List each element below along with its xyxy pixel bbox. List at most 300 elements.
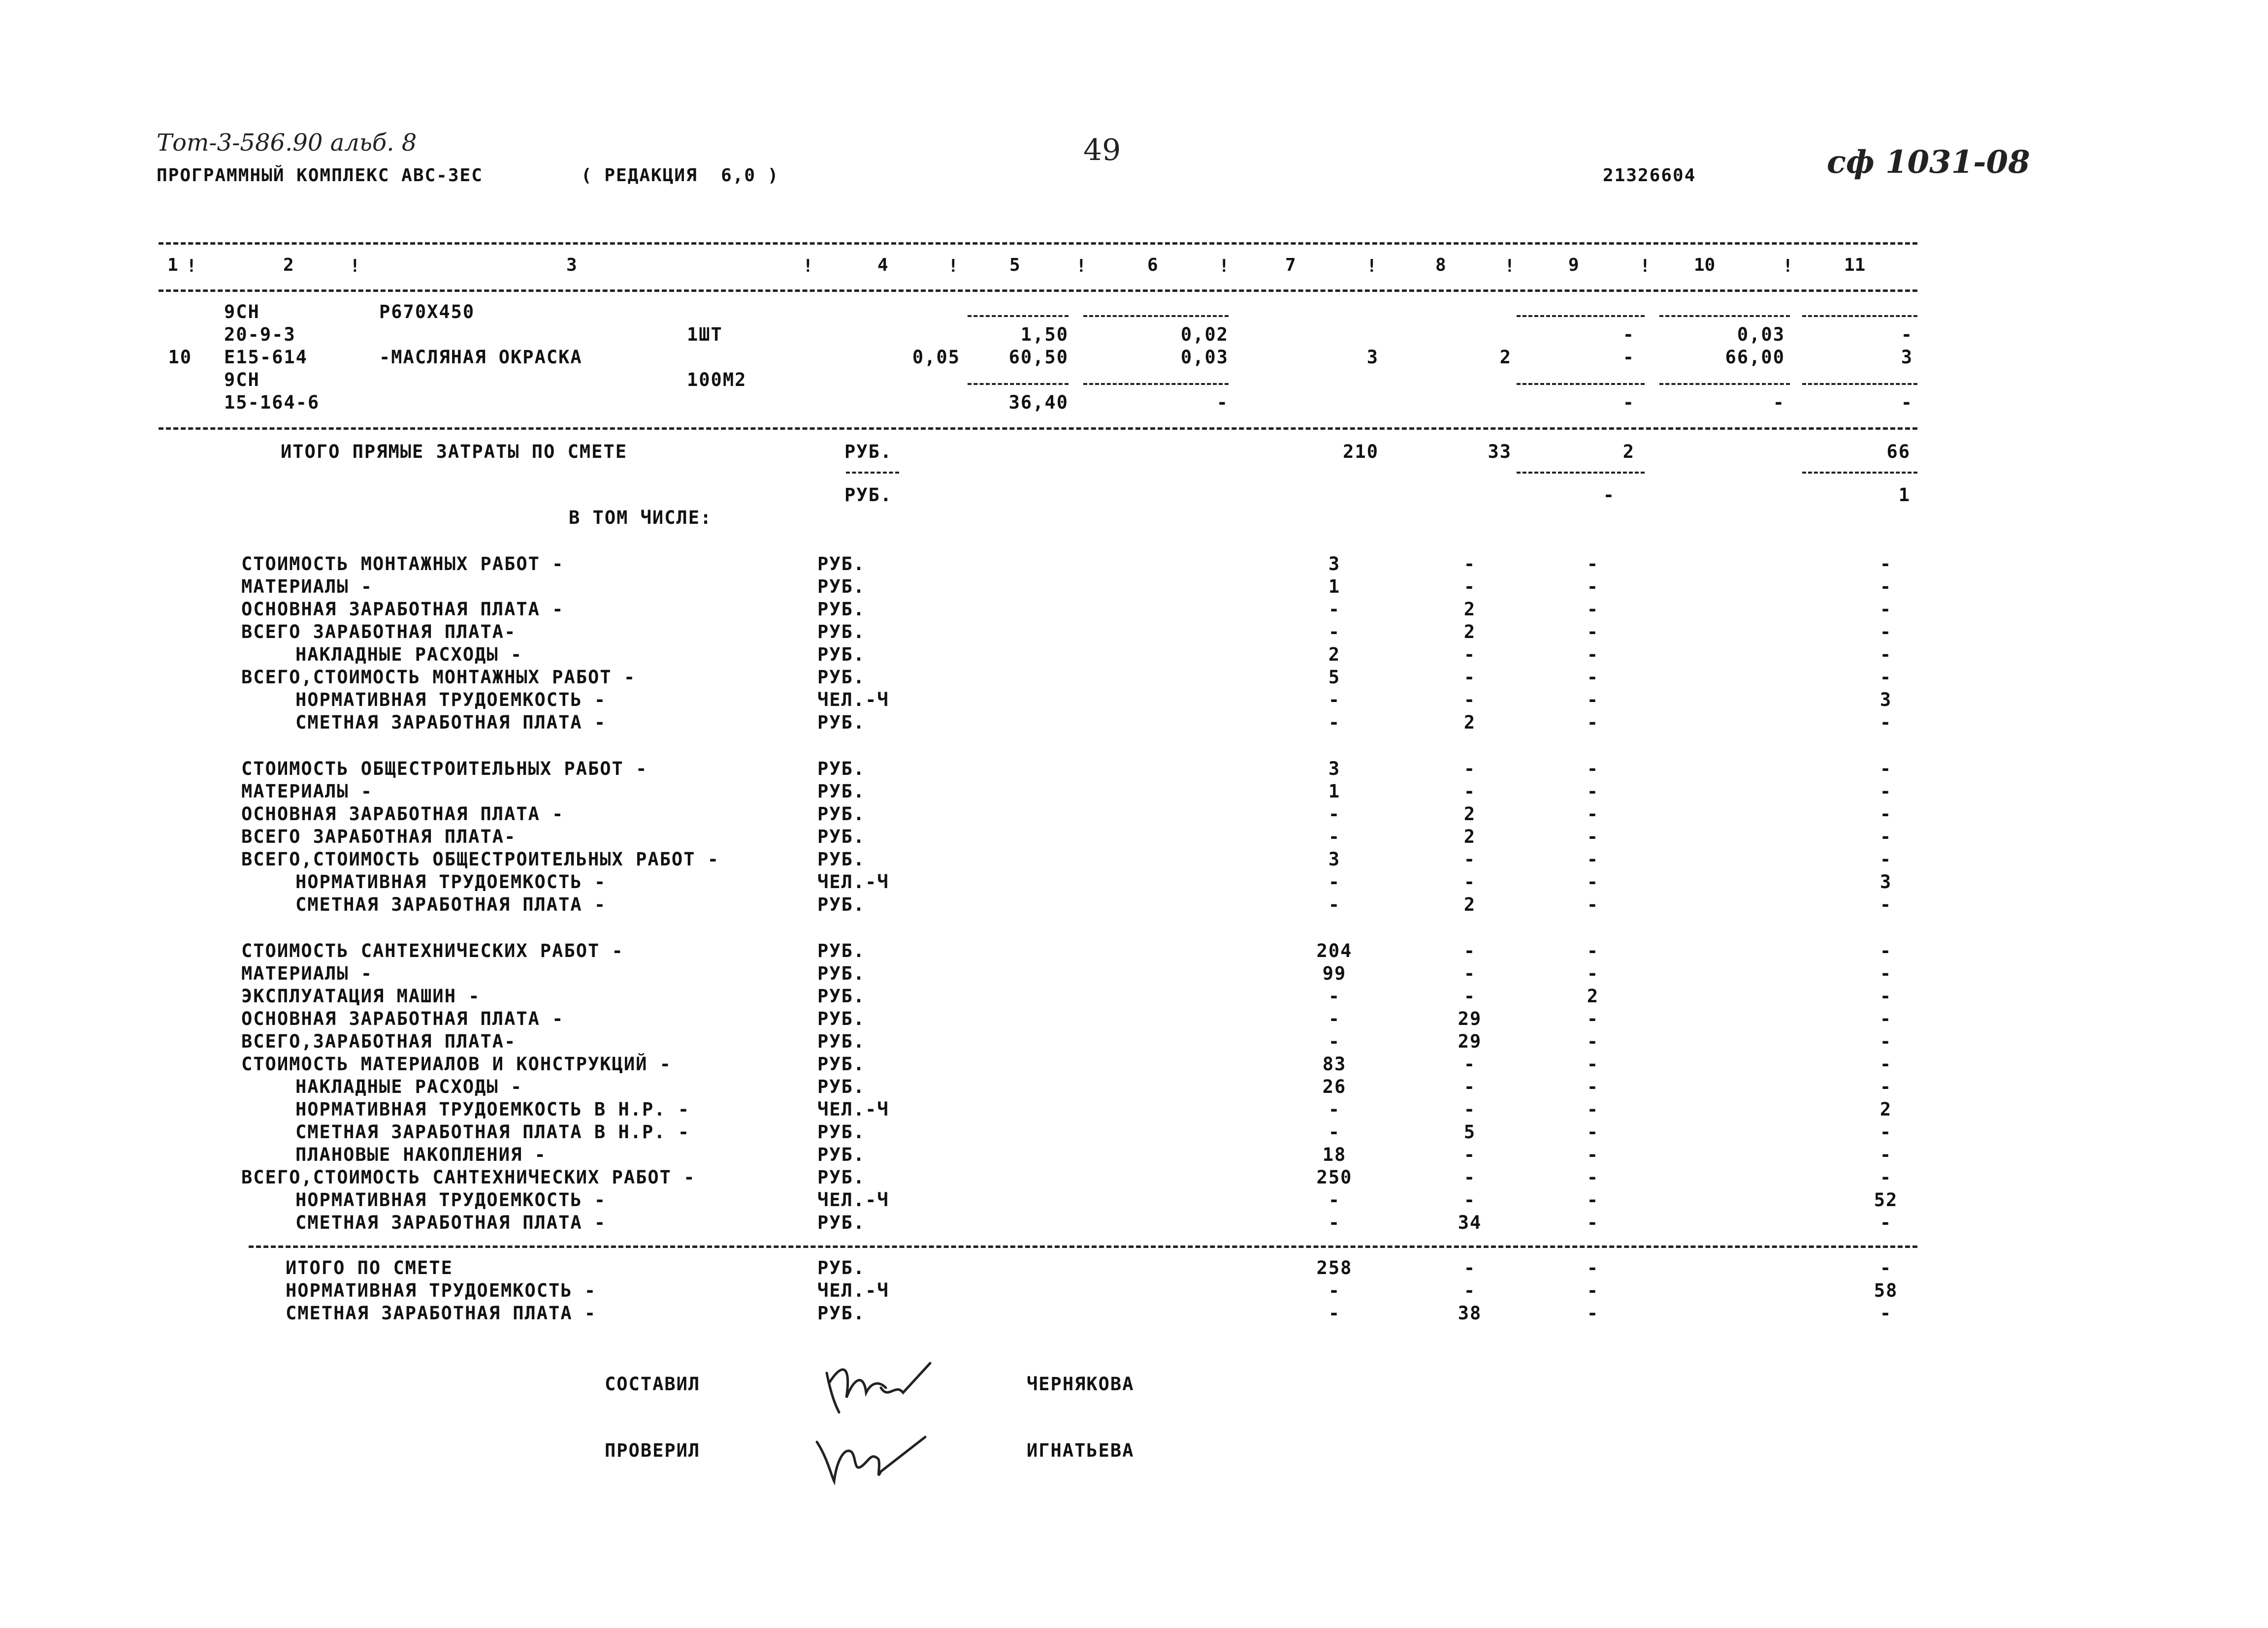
cell-col-7: 3 xyxy=(1366,347,1379,368)
cell-col-11: 52 xyxy=(1874,1189,1898,1211)
col6-underline-2 xyxy=(1083,383,1229,385)
table-row xyxy=(0,689,2268,712)
cell-col-11: - xyxy=(1901,324,1913,345)
table-row xyxy=(0,621,2268,644)
grand-total-rule xyxy=(249,1245,1917,1248)
line-unit: РУБ. xyxy=(817,940,866,961)
table-row xyxy=(0,1189,2268,1212)
line-label: СТОИМОСТЬ САНТЕХНИЧЕСКИХ РАБОТ - xyxy=(241,940,624,961)
column-separator: ! xyxy=(1076,256,1087,276)
cell-col-11: - xyxy=(1879,940,1892,961)
col11-total-underline xyxy=(1802,472,1917,474)
table-row xyxy=(0,1212,2268,1235)
line-label: ЭКСПЛУАТАЦИЯ МАШИН - xyxy=(241,986,481,1007)
cell-col-8: - xyxy=(1463,1099,1476,1120)
cell-col-8: 2 xyxy=(1499,347,1512,368)
line-unit: РУБ. xyxy=(817,894,866,915)
column-header-2: 2 xyxy=(283,255,294,275)
col6-underline xyxy=(1083,315,1229,317)
table-row xyxy=(0,940,2268,963)
col11-underline-2 xyxy=(1802,383,1917,385)
column-header-1: 1 xyxy=(167,255,178,275)
cell-col-9: - xyxy=(1587,849,1599,870)
cell-col-11: - xyxy=(1879,1053,1892,1075)
program-edition: ( РЕДАКЦИЯ 6,0 ) xyxy=(581,165,779,186)
cell-col-9: - xyxy=(1622,392,1635,413)
line-label: ВСЕГО,ЗАРАБОТНАЯ ПЛАТА- xyxy=(241,1031,517,1052)
line-unit: РУБ. xyxy=(817,963,866,984)
cell-col-8: - xyxy=(1463,940,1476,961)
document-reference: Тот-3-586.90 альб. 8 xyxy=(157,129,417,157)
cell-col-11: - xyxy=(1879,894,1892,915)
table-row xyxy=(0,1303,2268,1325)
line-label: ПЛАНОВЫЕ НАКОПЛЕНИЯ - xyxy=(295,1144,547,1165)
table-row xyxy=(0,392,2268,415)
norm-code: Е15-614 xyxy=(224,347,308,368)
table-row xyxy=(0,553,2268,576)
cell-col-9: - xyxy=(1587,1121,1599,1143)
table-row xyxy=(0,369,2268,392)
line-unit: ЧЕЛ.-Ч xyxy=(817,1280,889,1301)
table-row xyxy=(0,781,2268,803)
table-row xyxy=(0,871,2268,894)
line-label: ВСЕГО ЗАРАБОТНАЯ ПЛАТА- xyxy=(241,826,517,847)
line-label: НОРМАТИВНАЯ ТРУДОЕМКОСТЬ - xyxy=(295,871,607,893)
table-row xyxy=(0,599,2268,621)
table-row xyxy=(0,576,2268,599)
total-col-8: 33 xyxy=(1488,441,1512,462)
cell-col-7: 3 xyxy=(1328,553,1341,575)
cell-col-7: 2 xyxy=(1328,644,1341,665)
total-unit: РУБ. xyxy=(844,484,893,506)
table-row xyxy=(0,1280,2268,1303)
cell-col-10: - xyxy=(1773,392,1785,413)
cell-col-11: - xyxy=(1879,1008,1892,1029)
table-row xyxy=(0,803,2268,826)
cell-col-11: - xyxy=(1879,849,1892,870)
cell-col-8: 2 xyxy=(1463,894,1476,915)
cell-col-9: - xyxy=(1587,712,1599,733)
table-row xyxy=(0,849,2268,871)
cell-col-8: - xyxy=(1463,644,1476,665)
line-unit: РУБ. xyxy=(817,1076,866,1097)
cell-col-9: - xyxy=(1587,826,1599,847)
norm-code: 9СН xyxy=(224,369,260,390)
table-row xyxy=(0,484,2268,507)
cell-col-11: 3 xyxy=(1879,871,1892,893)
page-number: 49 xyxy=(1083,133,1121,167)
line-unit: РУБ. xyxy=(817,781,866,802)
checked-signature xyxy=(798,1408,926,1487)
column-header-10: 10 xyxy=(1694,255,1716,275)
cell-col-11: - xyxy=(1879,1257,1892,1278)
column-separator: ! xyxy=(1504,256,1515,276)
cell-col-7: - xyxy=(1328,1189,1341,1211)
cell-col-11: - xyxy=(1879,781,1892,802)
cell-col-7: - xyxy=(1328,1031,1341,1052)
cell-col-8: - xyxy=(1463,1076,1476,1097)
line-unit: РУБ. xyxy=(817,849,866,870)
column-header-7: 7 xyxy=(1285,255,1296,275)
cell-col-9: 2 xyxy=(1587,986,1599,1007)
line-label: НОРМАТИВНАЯ ТРУДОЕМКОСТЬ В Н.Р. - xyxy=(295,1099,690,1120)
line-label: МАТЕРИАЛЫ - xyxy=(241,781,373,802)
unit-underline xyxy=(846,472,899,474)
checked-by-label: ПРОВЕРИЛ xyxy=(605,1440,701,1461)
cell-col-9: - xyxy=(1587,1144,1599,1165)
column-separator: ! xyxy=(948,256,959,276)
cell-col-7: - xyxy=(1328,1008,1341,1029)
column-separator: ! xyxy=(1640,256,1651,276)
table-row xyxy=(0,441,2268,464)
cell-col-7: 1 xyxy=(1328,576,1341,597)
column-header-5: 5 xyxy=(1009,255,1020,275)
cell-col-7: - xyxy=(1328,871,1341,893)
cell-col-11: 2 xyxy=(1879,1099,1892,1120)
line-label: ВСЕГО,СТОИМОСТЬ МОНТАЖНЫХ РАБОТ - xyxy=(241,667,636,688)
table-row xyxy=(0,347,2268,369)
cell-col-7: 99 xyxy=(1322,963,1347,984)
cell-col-11: - xyxy=(1879,599,1892,620)
cell-col-9: - xyxy=(1622,347,1635,368)
cell-col-11: - xyxy=(1879,1212,1892,1233)
cell-col-8: - xyxy=(1463,1167,1476,1188)
cell-col-8: 2 xyxy=(1463,599,1476,620)
column-separator: ! xyxy=(803,256,813,276)
line-unit: РУБ. xyxy=(817,758,866,779)
cell-col-9: - xyxy=(1587,758,1599,779)
cell-col-11: - xyxy=(1879,803,1892,825)
line-label: МАТЕРИАЛЫ - xyxy=(241,963,373,984)
cell-col-5: 1,50 xyxy=(1020,324,1069,345)
cell-col-9: - xyxy=(1587,689,1599,710)
cell-col-11: - xyxy=(1879,1121,1892,1143)
cell-col-9: - xyxy=(1587,1303,1599,1324)
compiled-signature xyxy=(808,1344,936,1413)
table-row xyxy=(0,1008,2268,1031)
column-header-4: 4 xyxy=(877,255,888,275)
cell-col-7: - xyxy=(1328,1280,1341,1301)
cell-col-7: 1 xyxy=(1328,781,1341,802)
cell-col-9: - xyxy=(1587,781,1599,802)
cell-col-7: - xyxy=(1328,689,1341,710)
cell-col-6: 0,03 xyxy=(1180,347,1229,368)
cell-col-8: - xyxy=(1463,689,1476,710)
column-separator: ! xyxy=(1366,256,1377,276)
cell-col-9: - xyxy=(1587,1076,1599,1097)
cell-col-9: - xyxy=(1587,1099,1599,1120)
table-row xyxy=(0,758,2268,781)
line-label: СТОИМОСТЬ МАТЕРИАЛОВ И КОНСТРУКЦИЙ - xyxy=(241,1053,672,1075)
cell-col-7: 83 xyxy=(1322,1053,1347,1075)
cell-col-7: 258 xyxy=(1316,1257,1353,1278)
cell-col-10: 66,00 xyxy=(1725,347,1785,368)
column-separator: ! xyxy=(1782,256,1793,276)
cell-col-7: 3 xyxy=(1328,849,1341,870)
line-unit: ЧЕЛ.-Ч xyxy=(817,871,889,893)
cell-col-7: 3 xyxy=(1328,758,1341,779)
cell-col-11: - xyxy=(1879,1303,1892,1324)
line-unit: РУБ. xyxy=(817,553,866,575)
cell-col-9: - xyxy=(1587,1280,1599,1301)
line-unit: РУБ. xyxy=(817,599,866,620)
line-label: СТОИМОСТЬ ОБЩЕСТРОИТЕЛЬНЫХ РАБОТ - xyxy=(241,758,648,779)
table-row xyxy=(0,826,2268,849)
cell-col-11: - xyxy=(1879,553,1892,575)
cell-col-9: - xyxy=(1587,940,1599,961)
cell-col-9: - xyxy=(1622,324,1635,345)
cell-col-8: - xyxy=(1463,781,1476,802)
table-row xyxy=(0,963,2268,986)
column-header-9: 9 xyxy=(1568,255,1579,275)
cell-col-8: - xyxy=(1463,576,1476,597)
cell-col-7: 250 xyxy=(1316,1167,1353,1188)
total-col-11: 1 xyxy=(1898,484,1911,506)
col9-underline xyxy=(1517,315,1645,317)
header-bottom-rule xyxy=(159,289,1917,292)
line-label: НАКЛАДНЫЕ РАСХОДЫ - xyxy=(295,1076,523,1097)
cell-col-9: - xyxy=(1587,871,1599,893)
row-number: 10 xyxy=(168,347,192,368)
cell-col-11: 58 xyxy=(1874,1280,1898,1301)
table-row xyxy=(0,1257,2268,1280)
line-label: СТОИМОСТЬ МОНТАЖНЫХ РАБОТ - xyxy=(241,553,564,575)
cell-col-11: - xyxy=(1879,621,1892,642)
line-label: ОСНОВНАЯ ЗАРАБОТНАЯ ПЛАТА - xyxy=(241,803,564,825)
cell-col-11: - xyxy=(1879,758,1892,779)
work-unit: 100М2 xyxy=(687,369,747,390)
cell-col-8: 5 xyxy=(1463,1121,1476,1143)
col5-underline-2 xyxy=(968,383,1069,385)
cell-col-11: - xyxy=(1879,1031,1892,1052)
cell-col-11: - xyxy=(1879,826,1892,847)
cell-col-11: - xyxy=(1879,576,1892,597)
cell-col-8: - xyxy=(1463,986,1476,1007)
cell-col-8: - xyxy=(1463,1144,1476,1165)
line-label: СМЕТНАЯ ЗАРАБОТНАЯ ПЛАТА - xyxy=(286,1303,597,1324)
column-header-11: 11 xyxy=(1844,255,1866,275)
cell-col-5: 36,40 xyxy=(1008,392,1069,413)
cell-col-10: 0,03 xyxy=(1737,324,1785,345)
cell-col-9: - xyxy=(1587,553,1599,575)
cell-col-9: - xyxy=(1587,599,1599,620)
cell-col-11: - xyxy=(1879,963,1892,984)
cell-col-11: 3 xyxy=(1901,347,1913,368)
line-label: ВСЕГО ЗАРАБОТНАЯ ПЛАТА- xyxy=(241,621,517,642)
line-unit: РУБ. xyxy=(817,1303,866,1324)
total-col-11: 66 xyxy=(1886,441,1911,462)
cell-col-6: - xyxy=(1216,392,1229,413)
column-header-3: 3 xyxy=(566,255,577,275)
table-row xyxy=(0,1076,2268,1099)
cell-col-8: 2 xyxy=(1463,621,1476,642)
table-row xyxy=(0,301,2268,324)
line-unit: РУБ. xyxy=(817,1053,866,1075)
table-row xyxy=(0,644,2268,667)
table-row xyxy=(0,1167,2268,1189)
cell-col-11: - xyxy=(1879,644,1892,665)
work-description: Р670Х450 xyxy=(379,301,475,322)
line-label: СМЕТНАЯ ЗАРАБОТНАЯ ПЛАТА - xyxy=(295,894,607,915)
col10-underline xyxy=(1659,315,1790,317)
cell-col-9: - xyxy=(1587,963,1599,984)
table-row xyxy=(0,1099,2268,1121)
cell-col-8: - xyxy=(1463,758,1476,779)
line-unit: РУБ. xyxy=(817,667,866,688)
table-row xyxy=(0,1121,2268,1144)
line-label: НОРМАТИВНАЯ ТРУДОЕМКОСТЬ - xyxy=(295,1189,607,1211)
cell-col-9: - xyxy=(1587,576,1599,597)
cell-col-8: 38 xyxy=(1458,1303,1482,1324)
total-label: ИТОГО ПРЯМЫЕ ЗАТРАТЫ ПО СМЕТЕ xyxy=(281,441,628,462)
cell-col-7: 18 xyxy=(1322,1144,1347,1165)
cell-col-8: - xyxy=(1463,871,1476,893)
norm-code: 15-164-6 xyxy=(224,392,320,413)
line-label: МАТЕРИАЛЫ - xyxy=(241,576,373,597)
line-unit: РУБ. xyxy=(817,576,866,597)
cell-col-9: - xyxy=(1587,894,1599,915)
col5-underline xyxy=(968,315,1069,317)
cell-col-7: - xyxy=(1328,712,1341,733)
line-unit: РУБ. xyxy=(817,986,866,1007)
line-unit: ЧЕЛ.-Ч xyxy=(817,1189,889,1211)
table-row xyxy=(0,986,2268,1008)
cell-col-11: - xyxy=(1901,392,1913,413)
cell-col-9: - xyxy=(1587,1031,1599,1052)
table-row xyxy=(0,324,2268,347)
cell-col-11: - xyxy=(1879,712,1892,733)
norm-code: 20-9-3 xyxy=(224,324,296,345)
cell-col-11: - xyxy=(1879,986,1892,1007)
table-row xyxy=(0,894,2268,917)
line-unit: РУБ. xyxy=(817,712,866,733)
total-col-7: 210 xyxy=(1343,441,1379,462)
total-col-9: 2 xyxy=(1622,441,1635,462)
cell-col-9: - xyxy=(1587,621,1599,642)
cell-col-8: 2 xyxy=(1463,712,1476,733)
cell-col-8: - xyxy=(1463,849,1476,870)
line-label: ИТОГО ПО СМЕТЕ xyxy=(286,1257,453,1278)
cell-col-8: - xyxy=(1463,1053,1476,1075)
archive-stamp: сф 1031-08 xyxy=(1827,144,2030,181)
cell-col-7: 204 xyxy=(1316,940,1353,961)
cell-col-9: - xyxy=(1587,667,1599,688)
cell-col-8: - xyxy=(1463,553,1476,575)
work-description: -МАСЛЯНАЯ ОКРАСКА xyxy=(379,347,583,368)
cell-col-7: - xyxy=(1328,621,1341,642)
line-unit: РУБ. xyxy=(817,1144,866,1165)
column-separator: ! xyxy=(350,256,360,276)
items-bottom-rule xyxy=(159,427,1917,430)
cell-col-9: - xyxy=(1587,1053,1599,1075)
line-unit: РУБ. xyxy=(817,803,866,825)
line-unit: РУБ. xyxy=(817,644,866,665)
cell-col-11: - xyxy=(1879,1076,1892,1097)
work-unit: 1ШТ xyxy=(687,324,723,345)
cell-col-6: 0,02 xyxy=(1180,324,1229,345)
col10-underline-2 xyxy=(1659,383,1790,385)
cell-col-8: - xyxy=(1463,1189,1476,1211)
cell-col-9: - xyxy=(1587,803,1599,825)
cell-col-8: 2 xyxy=(1463,826,1476,847)
table-row xyxy=(0,667,2268,689)
line-unit: РУБ. xyxy=(817,1008,866,1029)
line-label: СМЕТНАЯ ЗАРАБОТНАЯ ПЛАТА - xyxy=(295,1212,607,1233)
cell-col-9: - xyxy=(1587,1189,1599,1211)
line-unit: РУБ. xyxy=(817,621,866,642)
cell-col-7: - xyxy=(1328,894,1341,915)
compiled-by-label: СОСТАВИЛ xyxy=(605,1373,701,1395)
line-unit: РУБ. xyxy=(817,1167,866,1188)
cell-col-8: 34 xyxy=(1458,1212,1482,1233)
cell-col-7: - xyxy=(1328,803,1341,825)
cell-col-8: 2 xyxy=(1463,803,1476,825)
cell-col-7: - xyxy=(1328,1099,1341,1120)
cell-col-9: - xyxy=(1587,1008,1599,1029)
line-unit: РУБ. xyxy=(817,1212,866,1233)
column-header-8: 8 xyxy=(1435,255,1446,275)
line-unit: РУБ. xyxy=(817,1257,866,1278)
cell-col-7: - xyxy=(1328,599,1341,620)
cell-col-7: - xyxy=(1328,986,1341,1007)
cell-col-7: - xyxy=(1328,1303,1341,1324)
line-label: ВСЕГО,СТОИМОСТЬ САНТЕХНИЧЕСКИХ РАБОТ - xyxy=(241,1167,696,1188)
cell-col-9: - xyxy=(1587,644,1599,665)
cell-col-8: - xyxy=(1463,667,1476,688)
cell-col-5: 60,50 xyxy=(1008,347,1069,368)
cell-col-8: 29 xyxy=(1458,1031,1482,1052)
line-label: ОСНОВНАЯ ЗАРАБОТНАЯ ПЛАТА - xyxy=(241,599,564,620)
column-header-6: 6 xyxy=(1147,255,1158,275)
compiled-by-name: ЧЕРНЯКОВА xyxy=(1027,1373,1134,1395)
program-title: ПРОГРАММНЫЙ КОМПЛЕКС АВС-3ЕС xyxy=(157,165,483,186)
cell-col-9: - xyxy=(1587,1167,1599,1188)
cell-col-4: 0,05 xyxy=(912,347,960,368)
line-label: НАКЛАДНЫЕ РАСХОДЫ - xyxy=(295,644,523,665)
cell-col-7: - xyxy=(1328,826,1341,847)
cell-col-9: - xyxy=(1587,1257,1599,1278)
including-label: В ТОМ ЧИСЛЕ: xyxy=(569,507,713,528)
cell-col-7: - xyxy=(1328,1121,1341,1143)
column-separator: ! xyxy=(186,256,197,276)
line-unit: РУБ. xyxy=(817,826,866,847)
cell-col-7: 5 xyxy=(1328,667,1341,688)
line-label: СМЕТНАЯ ЗАРАБОТНАЯ ПЛАТА - xyxy=(295,712,607,733)
line-label: СМЕТНАЯ ЗАРАБОТНАЯ ПЛАТА В Н.Р. - xyxy=(295,1121,690,1143)
column-separator: ! xyxy=(1219,256,1230,276)
cell-col-8: - xyxy=(1463,1280,1476,1301)
cell-col-11: - xyxy=(1879,1167,1892,1188)
col9-total-underline xyxy=(1517,472,1645,474)
cell-col-11: 3 xyxy=(1879,689,1892,710)
cell-col-7: 26 xyxy=(1322,1076,1347,1097)
line-label: ВСЕГО,СТОИМОСТЬ ОБЩЕСТРОИТЕЛЬНЫХ РАБОТ - xyxy=(241,849,720,870)
cell-col-7: - xyxy=(1328,1212,1341,1233)
table-row xyxy=(0,1144,2268,1167)
checked-by-name: ИГНАТЬЕВА xyxy=(1027,1440,1134,1461)
cell-col-8: 29 xyxy=(1458,1008,1482,1029)
total-unit: РУБ. xyxy=(844,441,893,462)
line-unit: ЧЕЛ.-Ч xyxy=(817,1099,889,1120)
line-unit: ЧЕЛ.-Ч xyxy=(817,689,889,710)
document-id: 21326604 xyxy=(1603,165,1696,186)
line-label: НОРМАТИВНАЯ ТРУДОЕМКОСТЬ - xyxy=(295,689,607,710)
table-row xyxy=(0,1031,2268,1053)
line-label: НОРМАТИВНАЯ ТРУДОЕМКОСТЬ - xyxy=(286,1280,597,1301)
col11-underline xyxy=(1802,315,1917,317)
line-unit: РУБ. xyxy=(817,1121,866,1143)
col9-underline-2 xyxy=(1517,383,1645,385)
